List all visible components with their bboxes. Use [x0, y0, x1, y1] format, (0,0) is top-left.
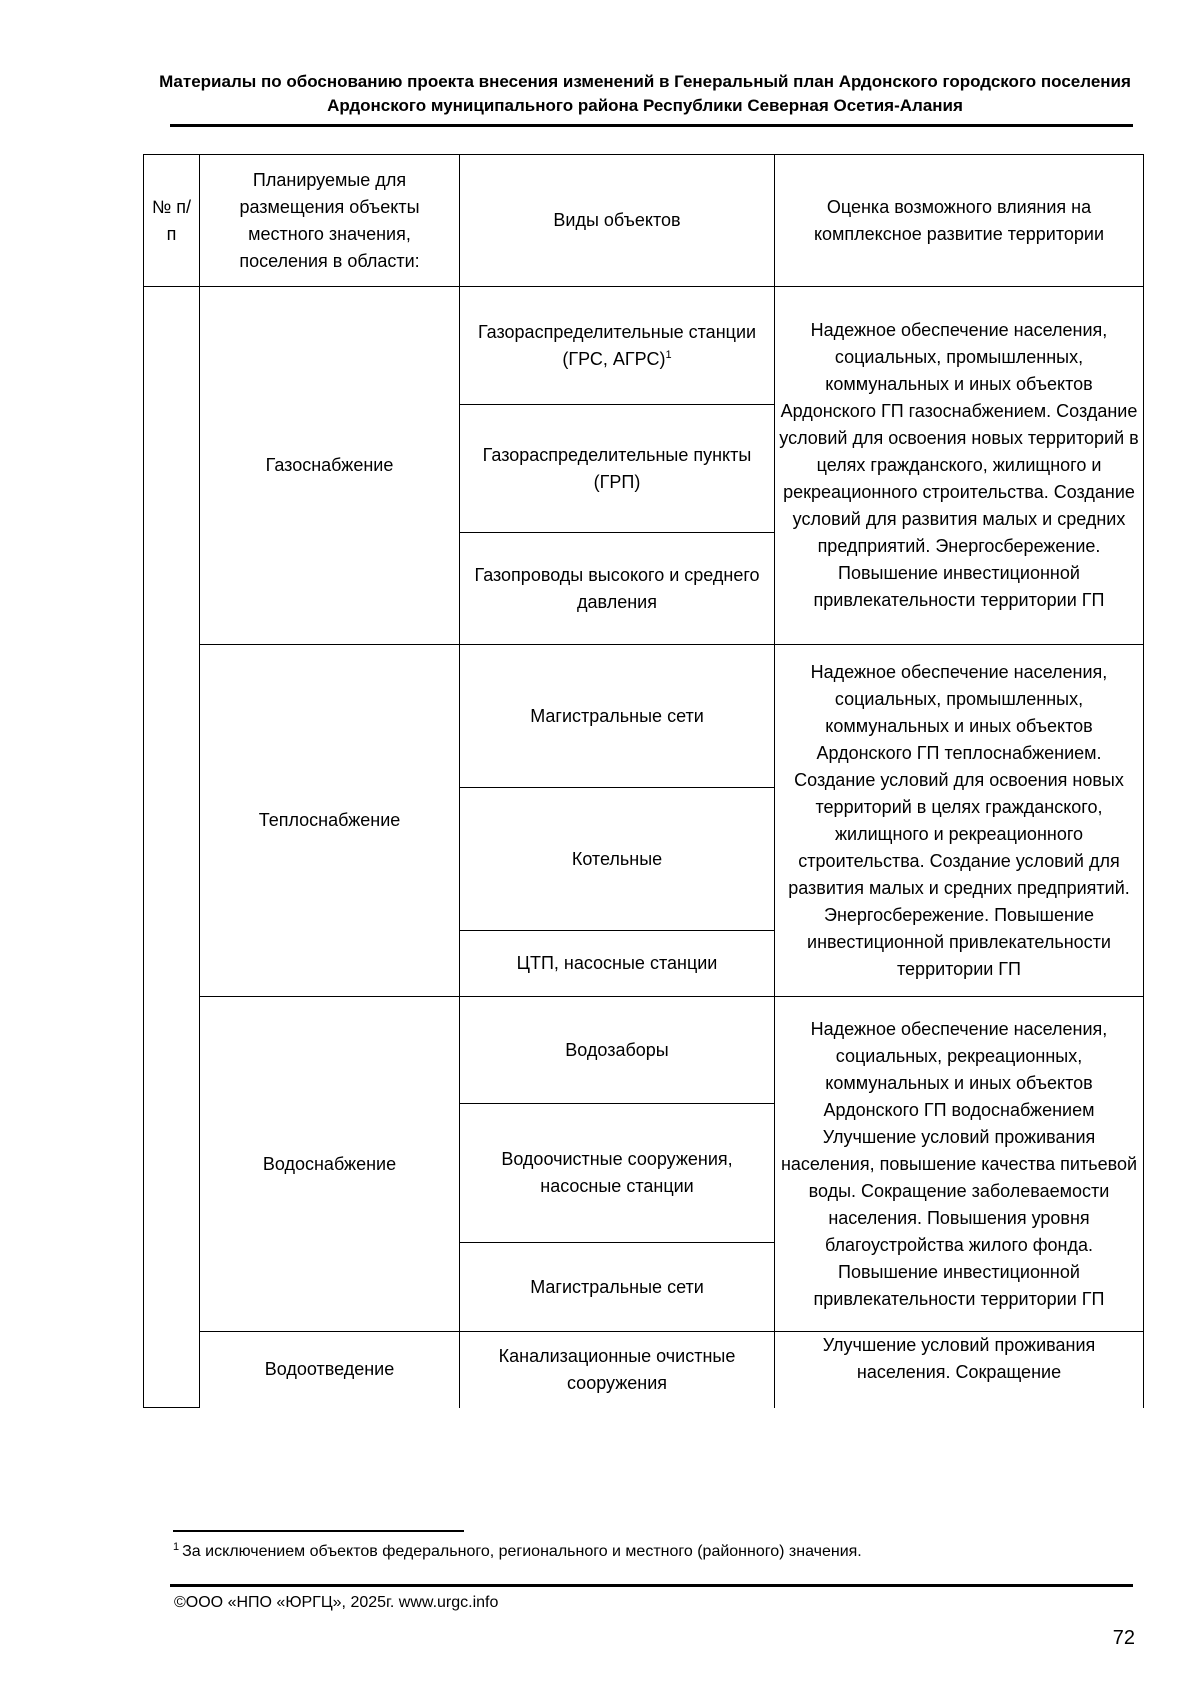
category-cell-heat: Теплоснабжение [200, 645, 460, 997]
footer-copyright: ©ООО «НПО «ЮРГЦ», 2025г. www.urgc.info [174, 1594, 499, 1611]
column-header-object-types: Виды объектов [460, 155, 775, 287]
table-row [144, 645, 1144, 788]
table-row [144, 287, 1144, 405]
object-type-cell: Магистральные сети [460, 645, 775, 788]
object-type-cell: Котельные [460, 788, 775, 931]
object-type-cell: Водозаборы [460, 997, 775, 1104]
footnote-reference: 1 [665, 348, 672, 361]
column-header-evaluation: Оценка возможного влияния на комплексное развитие территории [775, 155, 1144, 287]
footnote-divider [173, 1530, 464, 1532]
table-header-row [144, 155, 1144, 287]
column-header-number: № п/п [144, 155, 200, 287]
evaluation-cell-heat: Надежное обеспечение населения, социальных, промышленных, коммунальных и иных объектов Ардонского ГП теплоснабжением. Создание условий для освоения новых территорий в целях гражданского, жилищного и рекреационного строительства. Создание условий для развития малых и средних предприятий. Энергосбережение. Повышение инвестиционной привлекательности территории ГП [775, 645, 1144, 997]
object-type-cell: Газораспределительные пункты (ГРП) [460, 405, 775, 533]
evaluation-cell-sewage: Улучшение условий проживания населения. Сокращение [775, 1332, 1144, 1408]
page-number: 72 [1112, 1627, 1135, 1649]
object-type-cell: Водоочистные сооружения, насосные станции [460, 1104, 775, 1243]
object-type-cell: ЦТП, насосные станции [460, 931, 775, 997]
objects-table [143, 154, 1144, 1408]
footnote-mark: 1 [173, 1540, 180, 1553]
column-header-category: Планируемые для размещения объекты местного значения, поселения в области: [200, 155, 460, 287]
object-type-cell [460, 287, 775, 405]
evaluation-cell-water: Надежное обеспечение населения, социальных, рекреационных, коммунальных и иных объектов Ардонского ГП водоснабжением Улучшение условий проживания населения, повышение качества питьевой воды. Сокращение заболеваемости населения. Повышения уровня благоустройства жилого фонда. Повышение инвестиционной привлекательности территории ГП [775, 997, 1144, 1332]
header-divider [170, 124, 1133, 127]
category-cell-gas: Газоснабжение [200, 287, 460, 645]
object-type-cell: Канализационные очистные сооружения [460, 1332, 775, 1408]
document-header-title: Материалы по обоснованию проекта внесения изменений в Генеральный план Ардонского городского поселения Ардонского муниципального района Республики Северная Осетия-Алания [159, 72, 1131, 115]
object-type-cell: Газопроводы высокого и среднего давления [460, 533, 775, 645]
footnote-text: За исключением объектов федерального, регионального и местного (районного) значения. [182, 1543, 862, 1560]
row-number-cell [144, 287, 200, 1408]
footer-divider [170, 1584, 1133, 1587]
category-cell-water: Водоснабжение [200, 997, 460, 1332]
table-row [144, 1332, 1144, 1408]
table-row [144, 997, 1144, 1104]
evaluation-cell-gas: Надежное обеспечение населения, социальных, промышленных, коммунальных и иных объектов Ардонского ГП газоснабжением. Создание условий для освоения новых территорий в целях гражданского, жилищного и рекреационного строительства. Создание условий для развития малых и средних предприятий. Энергосбережение. Повышение инвестиционной привлекательности территории ГП [775, 287, 1144, 645]
footnote [173, 1541, 862, 1563]
category-cell-sewage: Водоотведение [200, 1332, 460, 1408]
object-type-label: Газораспределительные станции (ГРС, АГРС) [477, 321, 757, 369]
object-type-cell: Магистральные сети [460, 1243, 775, 1332]
